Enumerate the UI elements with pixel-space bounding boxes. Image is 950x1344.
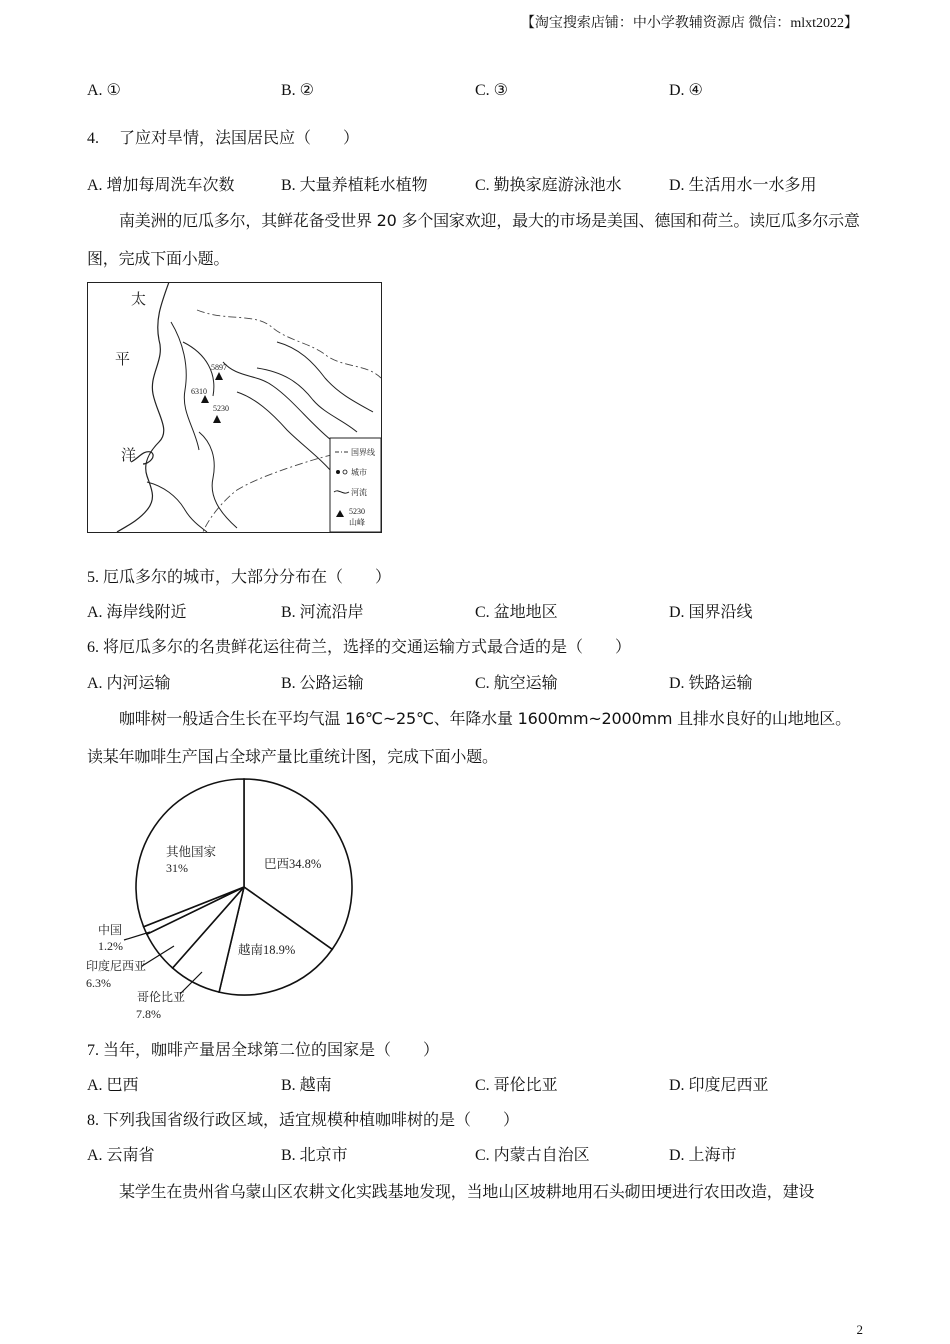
ecuador-intro: 南美洲的厄瓜多尔，其鲜花备受世界 20 多个国家欢迎，最大的市场是美国、德国和荷兰。读厄瓜多尔示意图，完成下面小题。 (87, 211, 860, 268)
legend-border: 国界线 (351, 448, 375, 457)
label-others-pct: 31% (166, 861, 188, 875)
option-c[interactable]: C. 哥伦比亚 (475, 1077, 558, 1094)
terrace-intro: 某学生在贵州省乌蒙山区农耕文化实践基地发现，当地山区坡耕地用石头砌田埂进行农田改造，建设 (119, 1182, 815, 1201)
ocean-label-3: 洋 (121, 448, 137, 464)
option-b[interactable]: B. ② (281, 82, 315, 99)
q4-options (87, 174, 863, 198)
label-vietnam: 越南18.9% (238, 943, 296, 957)
label-indonesia-pct: 6.3% (86, 976, 111, 990)
legend-peak: 山峰 (349, 518, 365, 527)
question-5: 5. 厄瓜多尔的城市，大部分分布在（ ） (87, 569, 392, 586)
question-7: 7. 当年，咖啡产量居全球第二位的国家是（ ） (87, 1042, 440, 1059)
option-b[interactable]: B. 大量养植耗水植物 (281, 177, 428, 194)
option-a[interactable]: A. 内河运输 (87, 675, 171, 692)
option-a[interactable]: A. 海岸线附近 (87, 604, 187, 621)
q3-options (87, 79, 863, 103)
option-d[interactable]: D. 印度尼西亚 (669, 1077, 769, 1094)
label-colombia-pct: 7.8% (136, 1007, 161, 1021)
option-b[interactable]: B. 北京市 (281, 1147, 348, 1164)
coffee-intro: 咖啡树一般适合生长在平均气温 16℃~25℃、年降水量 1600mm~2000mm 且排水良好的山地地区。读某年咖啡生产国占全球产量比重统计图，完成下面小题。 (87, 709, 851, 766)
label-china: 中国 (98, 923, 123, 937)
option-c[interactable]: C. ③ (475, 82, 509, 99)
peak-label-3: 5230 (213, 404, 229, 413)
legend-river: 河流 (351, 488, 367, 497)
option-d[interactable]: D. 国界沿线 (669, 604, 753, 621)
question-4: 4. 了应对旱情，法国居民应（ ） (87, 130, 360, 147)
label-china-pct: 1.2% (98, 939, 123, 953)
ocean-label-2: 平 (115, 352, 131, 368)
coffee-pie-chart (84, 776, 364, 1026)
peak-label-1: 5897 (211, 363, 227, 372)
label-indonesia: 印度尼西亚 (86, 959, 147, 973)
option-d[interactable]: D. 上海市 (669, 1147, 737, 1164)
option-c[interactable]: C. 航空运输 (475, 675, 558, 692)
option-d[interactable]: D. ④ (669, 82, 703, 99)
legend-peak-value: 5230 (349, 507, 365, 516)
ocean-label-1: 太 (131, 292, 147, 308)
option-b[interactable]: B. 越南 (281, 1077, 332, 1094)
option-c[interactable]: C. 盆地地区 (475, 604, 558, 621)
q5-options (87, 601, 863, 625)
option-c[interactable]: C. 勤换家庭游泳池水 (475, 177, 622, 194)
option-a[interactable]: A. 云南省 (87, 1147, 155, 1164)
option-b[interactable]: B. 河流沿岸 (281, 604, 364, 621)
q7-options (87, 1074, 863, 1098)
option-c[interactable]: C. 内蒙古自治区 (475, 1147, 590, 1164)
label-brazil: 巴西34.8% (264, 857, 322, 871)
page-header: 【淘宝搜索店铺：中小学教辅资源店 微信：mlxt2022】 (520, 16, 858, 31)
q8-options (87, 1144, 863, 1168)
option-a[interactable]: A. ① (87, 82, 121, 99)
option-d[interactable]: D. 铁路运输 (669, 675, 753, 692)
leader-line-china (124, 932, 150, 940)
option-d[interactable]: D. 生活用水一水多用 (669, 177, 817, 194)
q6-options (87, 672, 863, 696)
option-b[interactable]: B. 公路运输 (281, 675, 364, 692)
map-legend (330, 438, 381, 532)
label-colombia: 哥伦比亚 (137, 990, 186, 1004)
label-others: 其他国家 (166, 845, 217, 859)
question-8: 8. 下列我国省级行政区域，适宜规模种植咖啡树的是（ ） (87, 1112, 520, 1129)
page-number: 2 (856, 1322, 863, 1337)
question-6: 6. 将厄瓜多尔的名贵鲜花运往荷兰，选择的交通运输方式最合适的是（ ） (87, 639, 632, 656)
option-a[interactable]: A. 增加每周洗车次数 (87, 177, 235, 194)
legend-city: 城市 (351, 468, 367, 477)
option-a[interactable]: A. 巴西 (87, 1077, 139, 1094)
peak-label-2: 6310 (191, 387, 207, 396)
ecuador-map (87, 282, 382, 533)
